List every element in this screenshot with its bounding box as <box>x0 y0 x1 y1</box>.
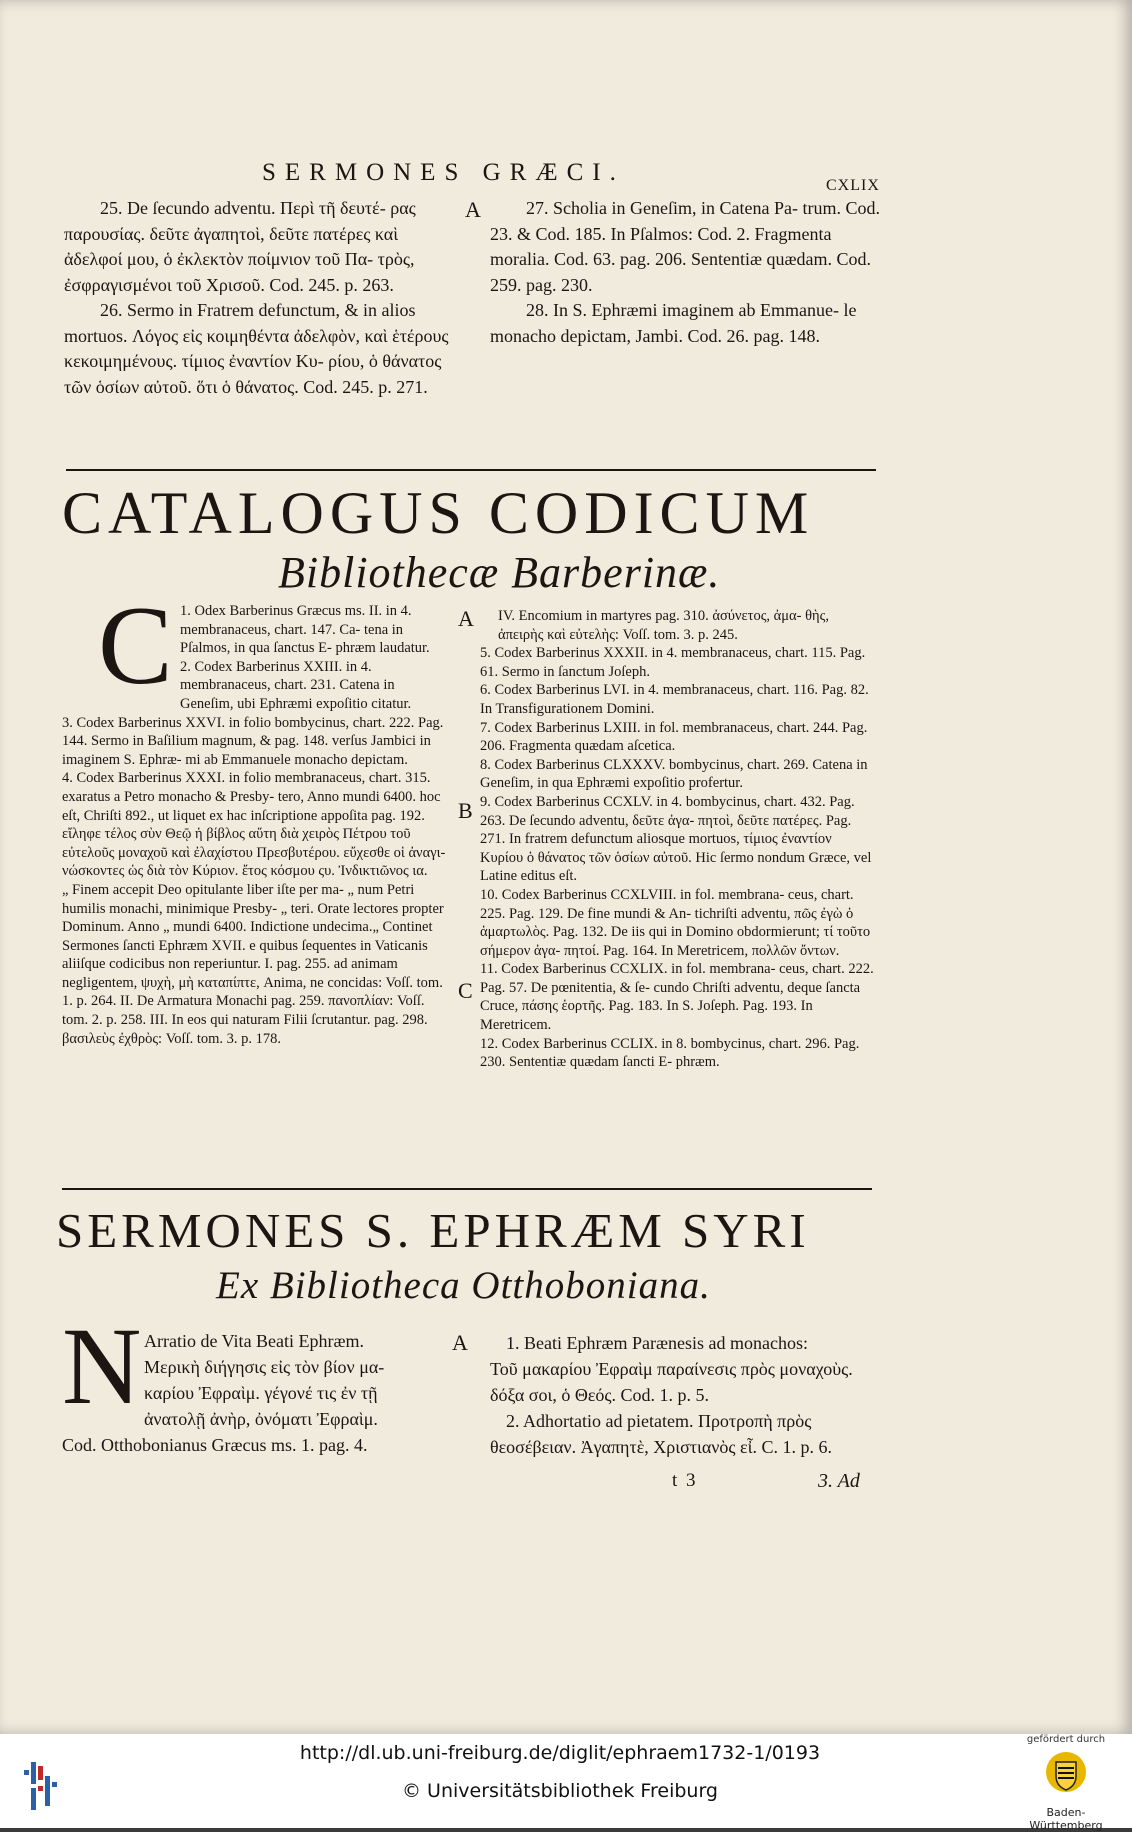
entry-8: 8. Codex Barberinus CLXXXV. bombycinus, chart. 269. Catena in Geneſim, in qua Ephræmi expoſitio profertur. <box>480 756 868 792</box>
entry-4-colophon: „ Finem accepit Deo opitulante liber iſte per ma- „ num Petri humilis monachi, minimique Presby- „ teri. Orate lectores propter Dominum. Anno „ mundi 6400. Indictione undecima.„ Continet Sermones ſancti Ephræm XVII. e quibus ſequentes in Vaticanis aliiſque codicibus non reperiuntur. I. pag. 255. ad animam negligentem, ψυχὴ, μὴ καταπίπτε, Anima, ne concidas: Voſſ. tom. 1. p. 264. II. De Armatura Monachi pag. 259. πανοπλίαν: Voſſ. tom. 2. p. 258. III. In eos qui naturam Filii ſcrutantur. pag. 298. βασιλεὺς ἐχθρὸς: Voſſ. tom. 3. p. 178. <box>62 881 444 1047</box>
paragraph-25: 25. De ſecundo adventu. Περὶ τῆ δευτέ- ρας παρουσίας. δεῦτε ἀγαπητοὶ, δεῦτε πατέρες καὶ ἀδελφοί μου, ὁ ἐκλεκτὸν ποίμνιον τοῦ Πα- τρὸς, ἐσφραγισμένοι τοῦ Χρισοῦ. Cod. 245. p. 263. <box>64 198 416 295</box>
copyright-notice: © Universitätsbibliothek Freiburg <box>402 1780 718 1802</box>
top-left-column <box>64 196 454 400</box>
entry-5: 5. Codex Barberinus XXXII. in 4. membranaceus, chart. 115. Pag. 61. Sermo in ſanctum Joſeph. <box>480 645 866 680</box>
paragraph-26: 26. Sermo in Fratrem defunctum, & in alios mortuos. Λόγος εἰς κοιμηθέντα ἀδελφὸν, καὶ ἑτέρους κεκοιμημένους. τίμιος ἐναντίον Κυ- ρίου, ὁ θάνατος τῶν ὁσίων αὐτοῦ. ὅτι ὁ θάνατος. Cod. 245. p. 271. <box>64 300 449 397</box>
entry-1: 1. Odex Barberinus Græcus ms. II. in 4. membranaceus, chart. 147. Ca- tena in Pſalmos, in qua ſanctus E- phræm laudatur. <box>180 603 430 657</box>
running-title: SERMONES GRÆCI. <box>262 159 625 186</box>
entry-4: 4. Codex Barberinus XXXI. in folio membranaceus, chart. 315. exaratus a Petro monacho & Presby- tero, Anno mundi 6400. hoc eſt, Chriſti 892., ut liquet ex hac inſcriptione appoſita pag. 192. εἴληφε τέλος σὺν Θεῷ ἡ βίβλος αὕτη διὰ χειρὸς Πέτρου τοῦ εὐτελοῦς μοναχοῦ καὶ ἐλαχίστου Πρεσβυτέρου. εὔχεσθε οἱ ἀναγι- νώσκοντες ὡς διὰ τὸν Κύριον. ἔτος κόσμου ςυ. Ἰνδικτιῶνος ια. <box>62 770 446 880</box>
sponsor-name: Baden-Württemberg <box>1029 1806 1103 1832</box>
sermones-left-line: ἀνατολῇ ἀνὴρ, ὀνόματι Ἐφραὶμ. <box>144 1409 378 1429</box>
entry-iv: IV. Encomium in martyres pag. 310. ἀσύνετος, ἀμα- θὴς, ἀπειρὴς καὶ εὐτελὴς: Voſſ. tom. 3. p. 245. <box>498 608 830 643</box>
coat-of-arms-icon <box>1044 1750 1088 1794</box>
margin-letter: A <box>458 606 474 631</box>
section-divider <box>62 1188 872 1190</box>
document-url[interactable]: http://dl.ub.uni-freiburg.de/diglit/ephraem1732-1/0193 <box>299 1742 821 1764</box>
sermones-left-line: Μερικὴ διήγησις εἰς τὸν βίον μα- <box>144 1357 385 1377</box>
catalogue-left-column <box>62 602 448 1048</box>
footer <box>0 1734 1132 1832</box>
paragraph-27: 27. Scholia in Geneſim, in Catena Pa- trum. Cod. 23. & Cod. 185. In Pſalmos: Cod. 2. Fragmenta moralia. Cod. 63. pag. 206. Sententiæ quædam. Cod. 259. pag. 230. <box>490 198 880 295</box>
sermones-right-line: δόξα σοι, ὁ Θεός. Cod. 1. p. 5. <box>490 1385 710 1405</box>
top-right-column <box>490 196 882 349</box>
section-divider <box>66 469 876 471</box>
entry-3: 3. Codex Barberinus XXVI. in folio bombycinus, chart. 222. Pag. 144. Sermo in Baſilium magnum, & pag. 148. verſus Jambici in imaginem S. Ephræ- mi ab Emmanuele monacho depictam. <box>62 714 444 768</box>
entry-7: 7. Codex Barberinus LXIII. in fol. membranaceus, chart. 244. Pag. 206. Fragmenta quædam aſcetica. <box>480 719 868 755</box>
sermones-right-column <box>490 1330 884 1460</box>
margin-letter: B <box>458 798 473 823</box>
margin-letter: A <box>465 197 481 222</box>
margin-letter: A <box>452 1330 468 1355</box>
sermones-left-line: καρίου Ἐφραὶμ. γέγονέ τις ἐν τῇ <box>144 1383 378 1403</box>
dropcap-c: C <box>98 584 173 708</box>
sermones-left-line: Cod. Otthobonianus Græcus ms. 1. pag. 4. <box>62 1435 368 1455</box>
entry-9: 9. Codex Barberinus CCXLV. in 4. bombycinus, chart. 432. Pag. 263. De ſecundo adventu, δεῦτε ἀγα- πητοὶ, δεῦτε πατέρες. Pag. 271. In fratrem defunctum aliosque mortuos, τίμιος ἐναντίον Κυρίου ὁ θάνατος τῶν ὁσίων αὐτοῦ. Hic ſermo nondum Græce, vel Latine editus eſt. <box>480 793 872 885</box>
entry-11: 11. Codex Barberinus CCXLIX. in fol. membrana- ceus, chart. 222. Pag. 57. De pœnitentia, & ſe- cundo Chriſti adventu, deque ſancta Cruce, πάσης ἑορτῆς. Pag. 183. In S. Joſeph. Pag. 193. In Meretricem. <box>480 961 874 1034</box>
catalogue-subtitle: Bibliothecæ Barberinæ. <box>278 548 721 597</box>
sermones-left-line: Arratio de Vita Beati Ephræm. <box>144 1331 365 1351</box>
sermones-right-line: 1. Beati Ephræm Parænesis ad monachos: <box>506 1333 808 1353</box>
margin-letter: C <box>458 978 473 1003</box>
sermones-subtitle: Ex Bibliotheca Otthoboniana. <box>216 1264 711 1307</box>
entry-2: 2. Codex Barberinus XXIII. in 4. membranaceus, chart. 231. Catena in Geneſim, ubi Ephræmi expoſitio citatur. <box>180 658 412 712</box>
sermones-left-column <box>62 1328 458 1458</box>
library-logo-icon <box>24 1756 58 1816</box>
sermones-title: SERMONES S. EPHRÆM SYRI <box>56 1203 810 1258</box>
entry-12: 12. Codex Barberinus CCLIX. in 8. bombycinus, chart. 296. Pag. 230. Sententiæ quædam ſancti E- phræm. <box>480 1035 860 1071</box>
sermones-right-line: θεοσέβειαν. Ἀγαπητὲ, Χριστιανὸς εἶ. C. 1. p. 6. <box>490 1437 832 1457</box>
catalogue-title: CATALOGUS CODICUM <box>62 480 815 546</box>
signature-mark: t 3 <box>672 1470 698 1491</box>
sermones-right-line: 2. Adhortatio ad pietatem. Προτροπὴ πρὸς <box>506 1411 812 1431</box>
catalogue-right-column <box>480 607 878 1072</box>
dropcap-n: N <box>62 1305 142 1427</box>
entry-10: 10. Codex Barberinus CCXLVIII. in fol. membrana- ceus, chart. 225. Pag. 129. De fine mundi & An- tichriſti adventu, πῶς ἐγὼ ὁ ἁμαρτωλὸς. Pag. 132. De iis qui in Domino obdormierunt; τί τοῦτο σήμερον ἀγα- πητοί. Pag. 164. In Meretricem, πολλῶν ὄντων. <box>480 886 871 959</box>
entry-6: 6. Codex Barberinus LVI. in 4. membranaceus, chart. 116. Pag. 82. In Transfigurationem Domini. <box>480 682 869 717</box>
sermones-right-line: Τοῦ μακαρίου Ἐφραὶμ παραίνεσις πρὸς μοναχοὺς. <box>490 1359 853 1379</box>
catchword: 3. Ad <box>818 1470 860 1492</box>
page-number: CXLIX <box>826 177 880 194</box>
sponsor-label: gefördert durch <box>1026 1734 1106 1745</box>
paragraph-28: 28. In S. Ephræmi imaginem ab Emmanue- le monacho depictam, Jambi. Cod. 26. pag. 148. <box>490 300 857 346</box>
